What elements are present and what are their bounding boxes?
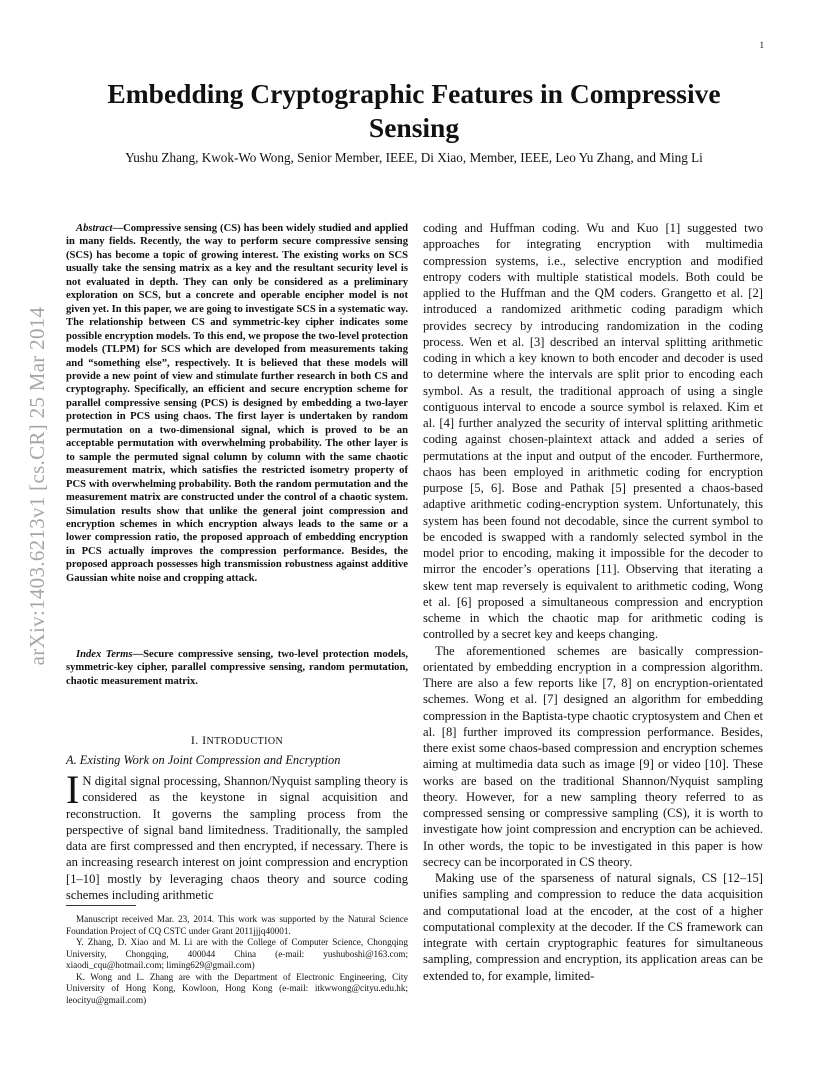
- body-paragraph: Making use of the sparseness of natural signals, CS [12–15] unifies sampling and compression to reduce the data acquisition and computational load at the encoder, at the cost of a higher computational complexity at the decoder. If the CS framework can integrate with certain cryptographic features for simultaneous sampling, compression and encryption, its application areas can be extended to, for example, limited-: [423, 871, 763, 983]
- abstract-label: Abstract: [76, 223, 113, 234]
- paper-title: Embedding Cryptographic Features in Compressive Sensing: [107, 78, 721, 143]
- author-list: Yushu Zhang, Kwok-Wo Wong, Senior Member, IEEE, Di Xiao, Member, IEEE, Leo Yu Zhang, and Ming Li: [125, 150, 703, 165]
- index-terms-text: —Secure compressive sensing, two-level protection models, symmetric-key cipher, parallel compressive sensing, random permutation, chaotic measurement matrix.: [66, 649, 408, 687]
- footnote-rule: [66, 905, 136, 906]
- body-paragraph: coding and Huffman coding. Wu and Kuo [1] suggested two approaches for integrating encryption with multimedia compression systems, i.e., selective encryption and modified entropy coders with multiple statistical models. Both could be applied to the Huffman and the QM coders. Grangetto et al. [2] introduced a randomized arithmetic coding paradigm which provides secrecy by introducing randomization in the coding process. Wen et al. [3] described an interval splitting arithmetic coding in which a key known to both encoder and decoder is used to determine where the intervals are split prior to encoding each symbol. As a result, the traditional approach of using a single contiguous interval to encode a source symbol is relaxed. Kim et al. [4] further analyzed the security of interval splitting arithmetic coding against chosen-plaintext attack and added a series of permutations at the input and output of the encoder. Furthermore, chaos has been employed in arithmetic coding for encryption purpose [5, 6]. Bose and Pathak [5] presented a chaos-based adaptive arithmetic coding-encryption system. Unfortunately, this system has been found not decodable, since the current symbol to be encoded is swapped with a randomly selected symbol in the model prior to encoding, making it impossible for the decoder to mirror the encoder’s operations [11]. Observing that iterating a skew tent map reversely is equivalent to arithmetic coding, Wong et al. [6] proposed a simultaneous compression and encryption scheme in which the chaotic map for arithmetic coding is controlled by a secret key and keeps changing.: [423, 221, 763, 642]
- page-number: 1: [759, 40, 764, 50]
- subsection-title: A. Existing Work on Joint Compression and Encryption: [66, 753, 341, 767]
- abstract-text: —Compressive sensing (CS) has been widely studied and applied in many fields. Recently, the way to perform secure compressive sensing (SCS) has become a topic of growing interest. The existing works on SCS usually take the sensing matrix as a key and the resultant security level is not evaluated in depth. They can only be considered as a preliminary exploration on SCS, but a concrete and operable encipher model is not given yet. In this paper, we are going to investigate SCS in a systematic way. The relationship between CS and symmetric-key cipher indicates some possible encryption models. To this end, we propose the two-level protection models (TLPM) for SCS which are developed from measurements taking and “something else”, respectively. It is believed that these models will provide a new point of view and stimulate further research in both CS and cryptography. Specifically, an efficient and secure encryption scheme for parallel compressive sensing (PCS) is designed by embedding a two-layer protection in PCS using chaos. The first layer is undertaken by random permutation on a two-dimensional signal, which is proved to be an acceptable permutation with overwhelming probability. The other layer is to sample the permuted signal column by column with the same chaotic measurement matrix, which satisfies the restricted isometry property of PCS with overwhelming probability. Both the random permutation and the measurement matrix are constructed under the control of a chaotic system. Simulation results show that unlike the general joint compression and encryption schemes in which encryption always leads to the same or a lower compression ratio, the proposed approach of embedding encryption in PCS actually improves the compression performance. Besides, the proposed approach possesses high transmission robustness against additive Gaussian white noise and cropping attack.: [66, 223, 408, 584]
- intro-text: N digital signal processing, Shannon/Nyquist sampling theory is considered as the keystone in signal acquisition and reconstruction. It governs the sampling process from the perspective of signal band limitedness. Traditionally, the sampled data are first compressed and then encrypted, if necessary. There is an increasing research interest on joint compression and encryption [1–10] mostly by leveraging chaos theory and source coding schemes including arithmetic: [66, 774, 408, 902]
- index-terms-label: Index Terms: [76, 649, 133, 660]
- footnotes: [66, 914, 408, 1006]
- footnote: Y. Zhang, D. Xiao and M. Li are with the College of Computer Science, Chongqing University, Chongqing, 400044 China (e-mail: yushuboshi@163.com; xiaodi_cqu@hotmail.com; liming629@gmail.com): [66, 937, 408, 970]
- footnote: K. Wong and L. Zhang are with the Department of Electronic Engineering, City University of Hong Kong, Kowloon, Hong Kong (e-mail: itkwwong@cityu.edu.hk; leocityu@gmail.com): [66, 971, 408, 1005]
- footnote: Manuscript received Mar. 23, 2014. This work was supported by the Natural Science Foundation Project of CQ CSTC under Grant 2011jjjq40001.: [66, 914, 408, 936]
- section-heading: [66, 733, 408, 748]
- section-number: I.: [190, 733, 199, 747]
- drop-cap: I: [66, 767, 80, 812]
- arxiv-stamp[interactable]: arXiv:1403.6213v1 [cs.CR] 25 Mar 2014: [25, 306, 49, 666]
- abstract: [66, 222, 408, 585]
- index-terms: [66, 648, 408, 688]
- section-first-letter: I: [202, 733, 207, 747]
- section-title-rest: NTRODUCTION: [206, 736, 284, 747]
- intro-paragraph: [66, 767, 408, 903]
- body-paragraph: The aforementioned schemes are basically compression-orientated by embedding encryption in a compression algorithm. There are also a few reports like [7, 8] on encryption-orientated schemes. Wong et al. [7] designed an algorithm for embedding compression in the Baptista-type chaotic cryptosystem and Chen et al. [8] further improved its compression performance. Besides, there exist some chaos-based compression and encryption schemes aiming at multimedia data such as image [9] or video [10]. These works are based on the traditional Shannon/Nyquist sampling theory. However, for a new sampling theory referred to as compressed sensing or compressive sampling (CS), it is worth to investigate how joint compression and encryption can be achieved. In other words, the topic to be investigated in this paper is how secrecy can be incorporated in CS theory.: [423, 643, 763, 869]
- right-column: [423, 220, 763, 984]
